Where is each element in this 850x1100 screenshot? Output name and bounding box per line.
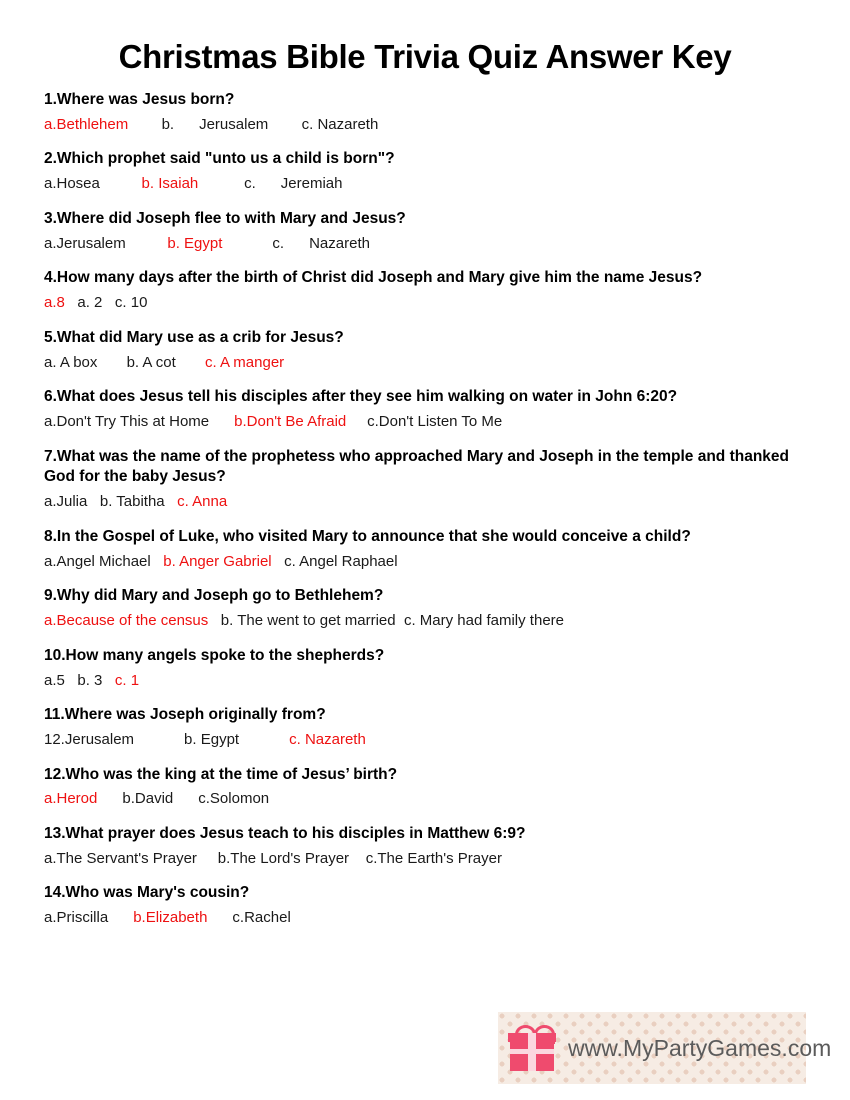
answer-option: a.Hosea <box>44 175 100 193</box>
question-block <box>44 328 806 372</box>
page-title: Christmas Bible Trivia Quiz Answer Key <box>118 38 732 75</box>
answer-option: c.Rachel <box>207 909 291 927</box>
answer-option: 12.Jerusalem <box>44 731 135 749</box>
question-text: 5.What did Mary use as a crib for Jesus? <box>44 328 344 346</box>
answer-option: a.Priscilla <box>44 909 109 927</box>
answer-option: c. Angel Raphael <box>271 552 398 570</box>
watermark-text: www.MyPartyGames.com <box>568 1034 832 1061</box>
question-block <box>44 883 806 927</box>
answer-options <box>44 908 806 928</box>
answer-option: a.Julia <box>44 493 88 511</box>
answer-options <box>44 730 806 750</box>
watermark <box>498 1012 832 1084</box>
question-text: 1.Where was Jesus born? <box>44 91 235 108</box>
answer-option: c. Mary had family there <box>395 612 565 630</box>
question-block <box>44 268 806 312</box>
question-block <box>44 705 806 749</box>
question-text: 2.Which prophet said "unto us a child is born"? <box>44 150 395 168</box>
answer-option: a.Angel Michael <box>44 552 151 570</box>
answer-option: c.Solomon <box>173 790 270 808</box>
question-block <box>44 765 806 809</box>
answer-option-correct: b. Anger Gabriel <box>150 552 272 570</box>
question-block <box>44 824 806 868</box>
answer-options <box>44 789 806 809</box>
question-block <box>44 149 806 193</box>
answer-options <box>44 492 806 512</box>
question-text: 6.What does Jesus tell his disciples after they see him walking on water in John 6:20? <box>44 388 678 406</box>
answer-option: b. Egypt <box>134 731 240 749</box>
answer-options <box>44 412 806 432</box>
answer-option: b. Jerusalem <box>128 115 269 133</box>
question-block <box>44 586 806 630</box>
answer-option: c.Don't Listen To Me <box>346 413 503 431</box>
answer-option-correct: b. Egypt <box>125 234 223 252</box>
question-text: 13.What prayer does Jesus teach to his disciples in Matthew 6:9? <box>44 824 526 842</box>
answer-option: c. Jeremiah <box>198 175 343 193</box>
answer-option: c.The Earth's Prayer <box>349 849 502 867</box>
gift-icon <box>508 1025 556 1071</box>
answer-option-correct: c. 1 <box>102 671 140 689</box>
answer-options <box>44 611 806 631</box>
answer-option-correct: a.8 <box>44 294 65 312</box>
answer-options <box>44 115 806 135</box>
answer-option-correct: a.Because of the census <box>44 612 209 630</box>
answer-option: b.The Lord's Prayer <box>196 849 350 867</box>
answer-options <box>44 552 806 572</box>
answer-option: a.The Servant's Prayer <box>44 849 197 867</box>
question-block <box>44 209 806 253</box>
answer-option-correct: b.Don't Be Afraid <box>209 413 347 431</box>
question-block <box>44 527 806 571</box>
question-text: 8.In the Gospel of Luke, who visited Mary to announce that she would conceive a child? <box>44 527 691 545</box>
answer-option: b. 3 <box>64 671 103 689</box>
answer-option: b. A cot <box>97 353 176 371</box>
answer-option-correct: b.Elizabeth <box>108 909 208 927</box>
answer-option: a.5 <box>44 671 65 689</box>
question-block <box>44 90 806 134</box>
answer-option-correct: c. A manger <box>175 353 285 371</box>
answer-option: c. Nazareth <box>222 234 370 252</box>
answer-option-correct: a.Herod <box>44 790 98 808</box>
question-text: 11.Where was Joseph originally from? <box>44 706 326 724</box>
answer-option: b. Tabitha <box>87 493 165 511</box>
question-text: 10.How many angels spoke to the shepherds? <box>44 646 385 664</box>
answer-options <box>44 353 806 373</box>
question-block <box>44 646 806 690</box>
answer-options <box>44 293 806 313</box>
answer-option-correct: b. Isaiah <box>99 175 199 193</box>
question-text: 14.Who was Mary's cousin? <box>44 884 250 902</box>
question-block <box>44 387 806 431</box>
question-text: 7.What was the name of the prophetess who approached Mary and Joseph in the temple and thanked God for the baby Jesus? <box>44 447 789 486</box>
answer-options <box>44 671 806 691</box>
answer-option-correct: c. Anna <box>164 493 228 511</box>
answer-option: a. A box <box>44 353 98 371</box>
answer-options <box>44 849 806 869</box>
question-text: 3.Where did Joseph flee to with Mary and Jesus? <box>44 209 406 227</box>
answer-option: a. 2 <box>64 294 103 312</box>
question-text: 9.Why did Mary and Joseph go to Bethlehem? <box>44 587 384 605</box>
answer-option-correct: c. Nazareth <box>239 731 366 749</box>
answer-option: a.Jerusalem <box>44 234 126 252</box>
answer-option-correct: a.Bethlehem <box>44 115 129 133</box>
answer-option: b. The went to get married <box>208 612 396 630</box>
answer-options <box>44 234 806 254</box>
answer-option: a.Don't Try This at Home <box>44 413 210 431</box>
question-text: 12.Who was the king at the time of Jesus’ birth? <box>44 765 398 783</box>
answer-option: c. Nazareth <box>268 115 379 133</box>
question-text: 4.How many days after the birth of Christ did Joseph and Mary give him the name Jesus? <box>44 269 703 287</box>
answer-options <box>44 174 806 194</box>
question-block <box>44 447 806 512</box>
answer-option: c. 10 <box>102 294 148 312</box>
questions-list <box>44 90 806 928</box>
answer-option: b.David <box>97 790 174 808</box>
